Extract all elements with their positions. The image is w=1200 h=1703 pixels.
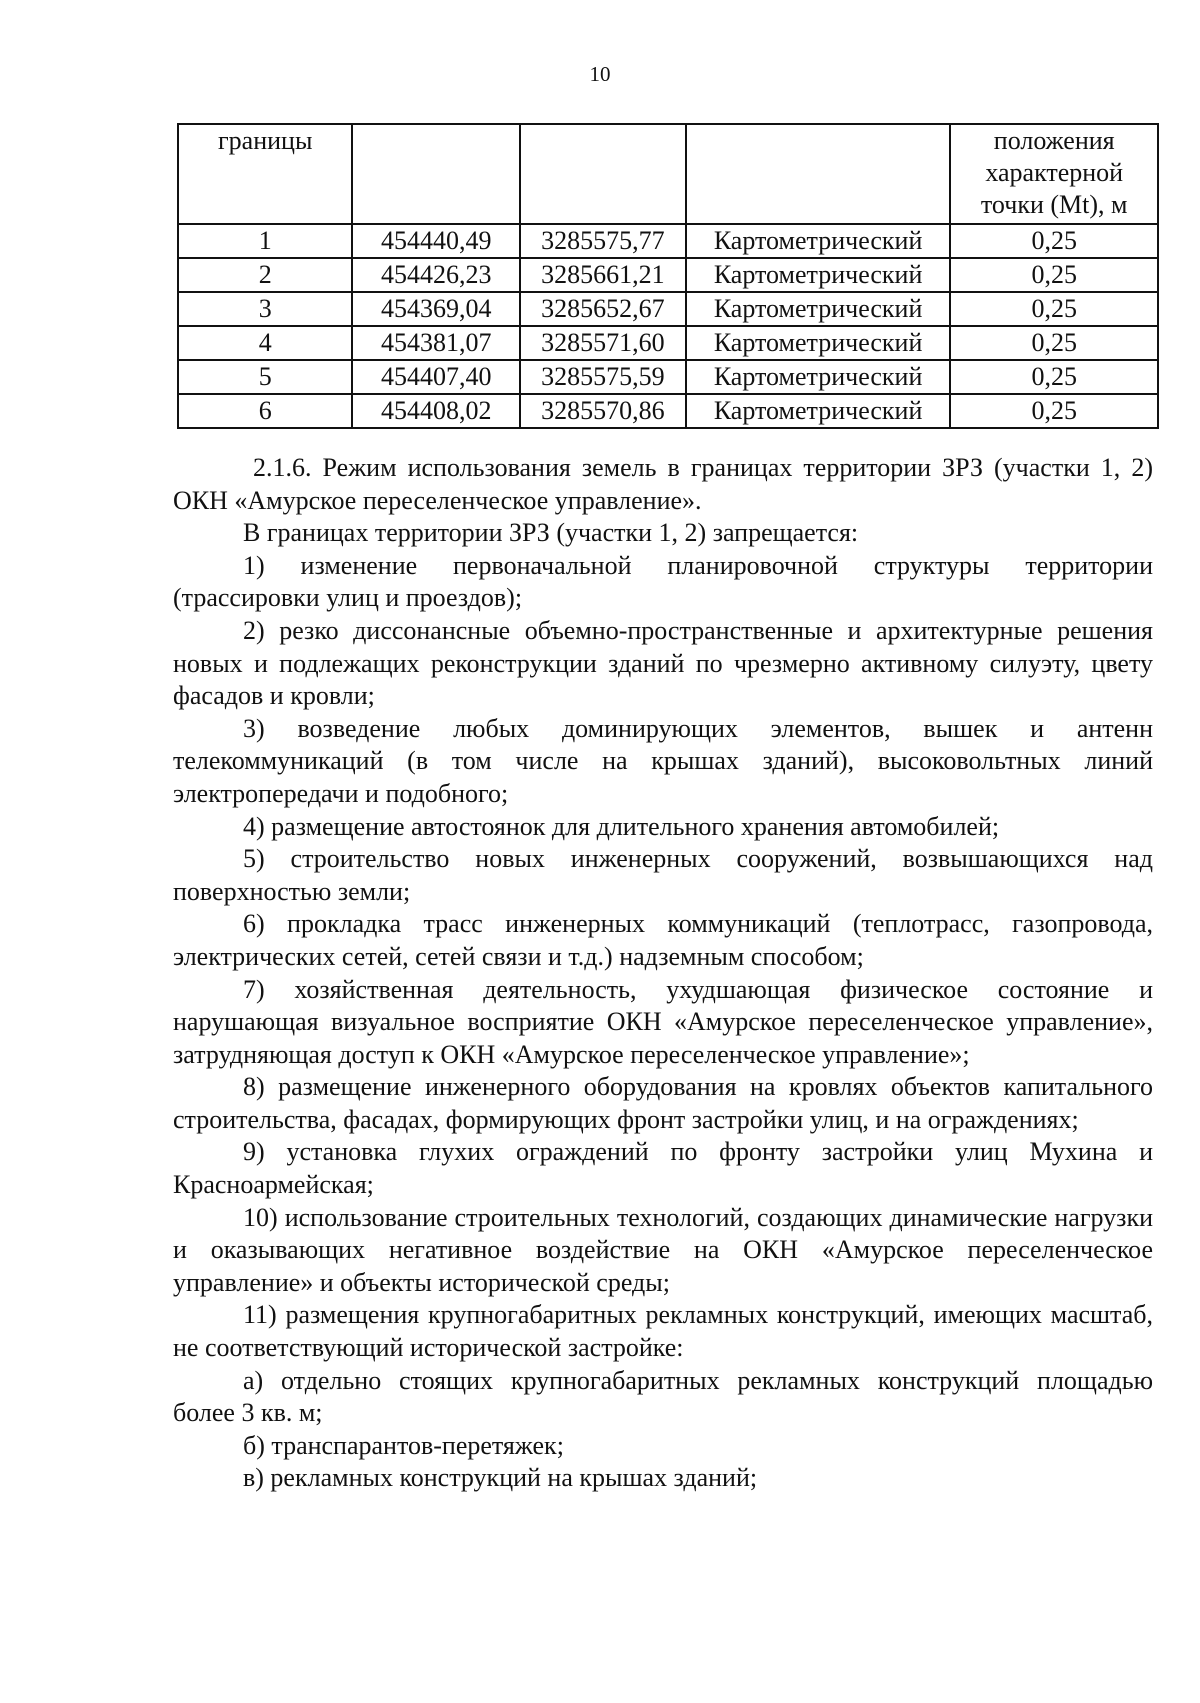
y-coordinate-cell: 3285652,67 [520,292,686,326]
method-cell: Картометрический [686,224,951,258]
sub-list-item: в) рекламных конструкций на крышах зданий; [243,1463,758,1493]
header-cell: положения характерной точки (Mt), м [950,124,1158,224]
page-number: 10 [589,62,611,86]
list-item: 2) резко диссонансные объемно-пространственные и архитектурные решения новых и подлежащих реконструкции зданий по чрезмерно активному силуэту, цвету фасадов и кровли; [173,615,1153,711]
accuracy-cell: 0,25 [950,394,1158,428]
list-item: 8) размещение инженерного оборудования на кровлях объектов капитального строительства, фасадах, формирующих фронт застройки улиц, и на ограждениях; [173,1072,1153,1134]
point-number-cell: 6 [178,394,352,428]
sub-list-item: а) отдельно стоящих крупногабаритных рекламных конструкций площадью более 3 кв. м; [173,1365,1153,1428]
sub-list-item: б) транспарантов-перетяжек; [243,1430,564,1460]
point-number-cell: 3 [178,292,352,326]
table-row [178,224,1158,258]
y-coordinate-cell: 3285661,21 [520,258,686,292]
x-coordinate-cell: 454369,04 [352,292,520,326]
table-row [178,258,1158,292]
list-item: 4) размещение автостоянок для длительного хранения автомобилей; [243,811,1000,841]
table-row [178,292,1158,326]
method-cell: Картометрический [686,360,951,394]
list-item: 1) изменение первоначальной планировочной структуры территории (трассировки улиц и проездов); [173,550,1153,613]
list-item: 10) использование строительных технологий, создающих динамические нагрузки и оказывающих негативное воздействие на ОКН «Амурское переселенческое управление» и объекты исторической среды; [173,1202,1153,1297]
point-number-cell: 1 [178,224,352,258]
accuracy-cell: 0,25 [950,360,1158,394]
header-cell [520,124,686,224]
coordinates-table [177,123,1159,429]
document-body [173,452,1153,1495]
header-cell: границы [178,124,352,224]
list-item: 7) хозяйственная деятельность, ухудшающая физическое состояние и нарушающая визуальное восприятие ОКН «Амурское переселенческое управление», затрудняющая доступ к ОКН «Амурское переселенческое управление»; [173,974,1153,1069]
list-item: 3) возведение любых доминирующих элементов, вышек и антенн телекоммуникаций (в том числе на крышах зданий), высоковольтных линий электропередачи и подобного; [173,713,1153,808]
x-coordinate-cell: 454426,23 [352,258,520,292]
y-coordinate-cell: 3285575,77 [520,224,686,258]
y-coordinate-cell: 3285570,86 [520,394,686,428]
section-heading-paragraph: 2.1.6. Режим использования земель в границах территории ЗРЗ (участки 1, 2) ОКН «Амурское переселенческое управление». [173,453,1153,515]
x-coordinate-cell: 454408,02 [352,394,520,428]
header-cell [352,124,520,224]
x-coordinate-cell: 454381,07 [352,326,520,360]
table-row [178,394,1158,428]
list-item: 11) размещения крупногабаритных рекламных конструкций, имеющих масштаб, не соответствующий исторической застройке: [173,1300,1153,1363]
accuracy-cell: 0,25 [950,292,1158,326]
method-cell: Картометрический [686,394,951,428]
method-cell: Картометрический [686,292,951,326]
point-number-cell: 4 [178,326,352,360]
accuracy-cell: 0,25 [950,224,1158,258]
method-cell: Картометрический [686,258,951,292]
y-coordinate-cell: 3285575,59 [520,360,686,394]
header-cell [686,124,951,224]
table-row [178,326,1158,360]
table-row [178,360,1158,394]
intro-paragraph: В границах территории ЗРЗ (участки 1, 2) запрещается: [243,518,859,548]
table-header-row [178,124,1158,224]
y-coordinate-cell: 3285571,60 [520,326,686,360]
point-number-cell: 2 [178,258,352,292]
x-coordinate-cell: 454440,49 [352,224,520,258]
accuracy-cell: 0,25 [950,326,1158,360]
list-item: 9) установка глухих ограждений по фронту застройки улиц Мухина и Красноармейская; [173,1137,1153,1200]
accuracy-cell: 0,25 [950,258,1158,292]
list-item: 6) прокладка трасс инженерных коммуникаций (теплотрасс, газопровода, электрических сетей, сетей связи и т.д.) надземным способом; [173,909,1153,971]
list-item: 5) строительство новых инженерных сооружений, возвышающихся над поверхностью земли; [173,844,1153,906]
x-coordinate-cell: 454407,40 [352,360,520,394]
point-number-cell: 5 [178,360,352,394]
method-cell: Картометрический [686,326,951,360]
